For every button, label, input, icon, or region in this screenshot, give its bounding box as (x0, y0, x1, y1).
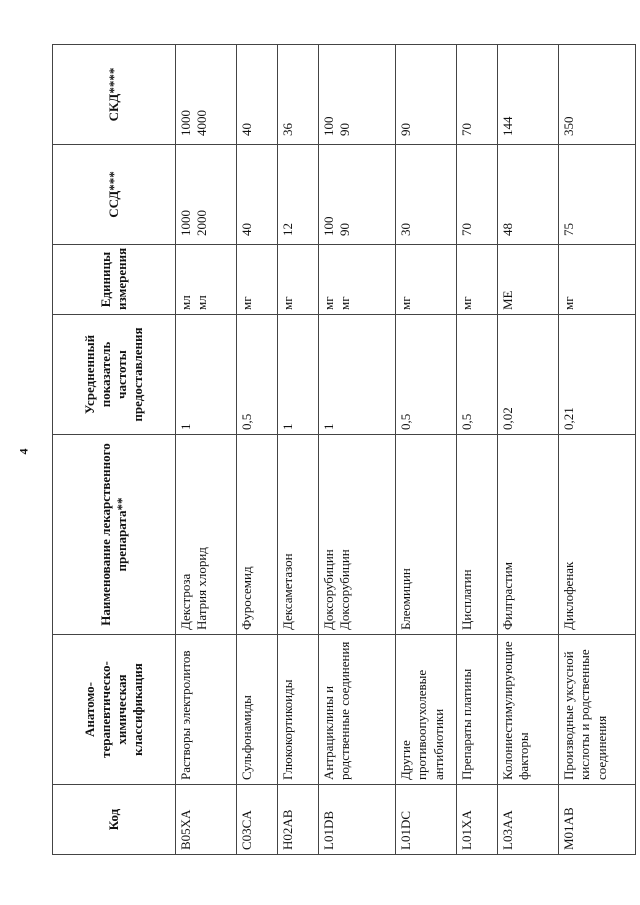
cell-units: мг (559, 245, 636, 315)
cell-frequency: 0,5 (457, 315, 498, 435)
cell-skd: 350 (559, 45, 636, 145)
header-units: Единицы измерения (53, 245, 176, 315)
cell-class: Сульфонамиды (237, 635, 278, 785)
cell-drugs: Дексаметазон (278, 435, 319, 635)
cell-code: L01DC (396, 785, 457, 855)
cell-class: Препараты платины (457, 635, 498, 785)
table-row (396, 45, 457, 855)
page-number: 4 (16, 448, 31, 455)
cell-drugs (176, 435, 237, 635)
cell-units: мг (237, 245, 278, 315)
unit-value: мг (337, 296, 353, 310)
table-row (176, 45, 237, 855)
cell-drugs (319, 435, 396, 635)
cell-ssd: 30 (396, 145, 457, 245)
cell-skd: 40 (237, 45, 278, 145)
cell-frequency: 0,5 (237, 315, 278, 435)
table-row (319, 45, 396, 855)
cell-class: Антрациклины и родственные соединения (319, 635, 396, 785)
cell-ssd (176, 145, 237, 245)
cell-ssd: 40 (237, 145, 278, 245)
cell-ssd: 12 (278, 145, 319, 245)
cell-units: мг (396, 245, 457, 315)
cell-frequency: 0,02 (498, 315, 559, 435)
cell-frequency: 1 (176, 315, 237, 435)
header-frequency: Усредненный показатель частоты предоставления (53, 315, 176, 435)
cell-code: C03CA (237, 785, 278, 855)
cell-drugs: Филграстим (498, 435, 559, 635)
drug-name: Декстроза (178, 573, 193, 630)
cell-frequency: 0,21 (559, 315, 636, 435)
unit-value: мг (321, 296, 336, 310)
cell-ssd: 48 (498, 145, 559, 245)
ssd-value: 2000 (194, 210, 210, 236)
cell-units (176, 245, 237, 315)
cell-skd (319, 45, 396, 145)
drug-name: Доксорубицин (337, 549, 353, 630)
cell-class: Другие противоопухолевые антибиотики (396, 635, 457, 785)
cell-drugs: Цисплатин (457, 435, 498, 635)
header-code: Код (53, 785, 176, 855)
cell-units: МЕ (498, 245, 559, 315)
cell-ssd: 75 (559, 145, 636, 245)
drug-table (52, 44, 636, 855)
header-atc: Анатомо-терапевтическо-химическая классификация (53, 635, 176, 785)
unit-value: мл (194, 295, 210, 310)
cell-drugs: Диклофенак (559, 435, 636, 635)
cell-code: L01XA (457, 785, 498, 855)
cell-frequency: 0,5 (396, 315, 457, 435)
cell-units (319, 245, 396, 315)
table-header-row (53, 45, 176, 855)
cell-class: Производные уксусной кислоты и родственные соединения (559, 635, 636, 785)
cell-ssd (319, 145, 396, 245)
cell-code: H02AB (278, 785, 319, 855)
table-row (237, 45, 278, 855)
cell-code: B05XA (176, 785, 237, 855)
cell-ssd: 70 (457, 145, 498, 245)
ssd-value: 90 (337, 223, 353, 236)
ssd-value: 100 (321, 216, 336, 236)
drug-name: Доксорубицин (321, 549, 336, 630)
cell-skd: 90 (396, 45, 457, 145)
cell-frequency: 1 (319, 315, 396, 435)
cell-skd: 36 (278, 45, 319, 145)
cell-skd (176, 45, 237, 145)
cell-units: мг (457, 245, 498, 315)
header-ssd: ССД*** (53, 145, 176, 245)
table-row (498, 45, 559, 855)
cell-drugs: Блеомицин (396, 435, 457, 635)
skd-value: 100 (321, 116, 336, 136)
skd-value: 90 (337, 123, 353, 136)
table-row (278, 45, 319, 855)
cell-class: Растворы электролитов (176, 635, 237, 785)
cell-skd: 144 (498, 45, 559, 145)
unit-value: мл (178, 295, 193, 310)
header-skd: СКД**** (53, 45, 176, 145)
cell-frequency: 1 (278, 315, 319, 435)
cell-class: Колониестимулирующие факторы (498, 635, 559, 785)
cell-drugs: Фуросемид (237, 435, 278, 635)
cell-code: L01DB (319, 785, 396, 855)
table-row (559, 45, 636, 855)
drug-name: Натрия хлорид (194, 547, 210, 630)
ssd-value: 1000 (178, 210, 193, 236)
cell-class: Глюкокортикоиды (278, 635, 319, 785)
cell-code: M01AB (559, 785, 636, 855)
cell-skd: 70 (457, 45, 498, 145)
skd-value: 1000 (178, 110, 193, 136)
header-drug-name: Наименование лекарственного препарата** (53, 435, 176, 635)
cell-code: L03AA (498, 785, 559, 855)
cell-units: мг (278, 245, 319, 315)
table-row (457, 45, 498, 855)
skd-value: 4000 (194, 110, 210, 136)
